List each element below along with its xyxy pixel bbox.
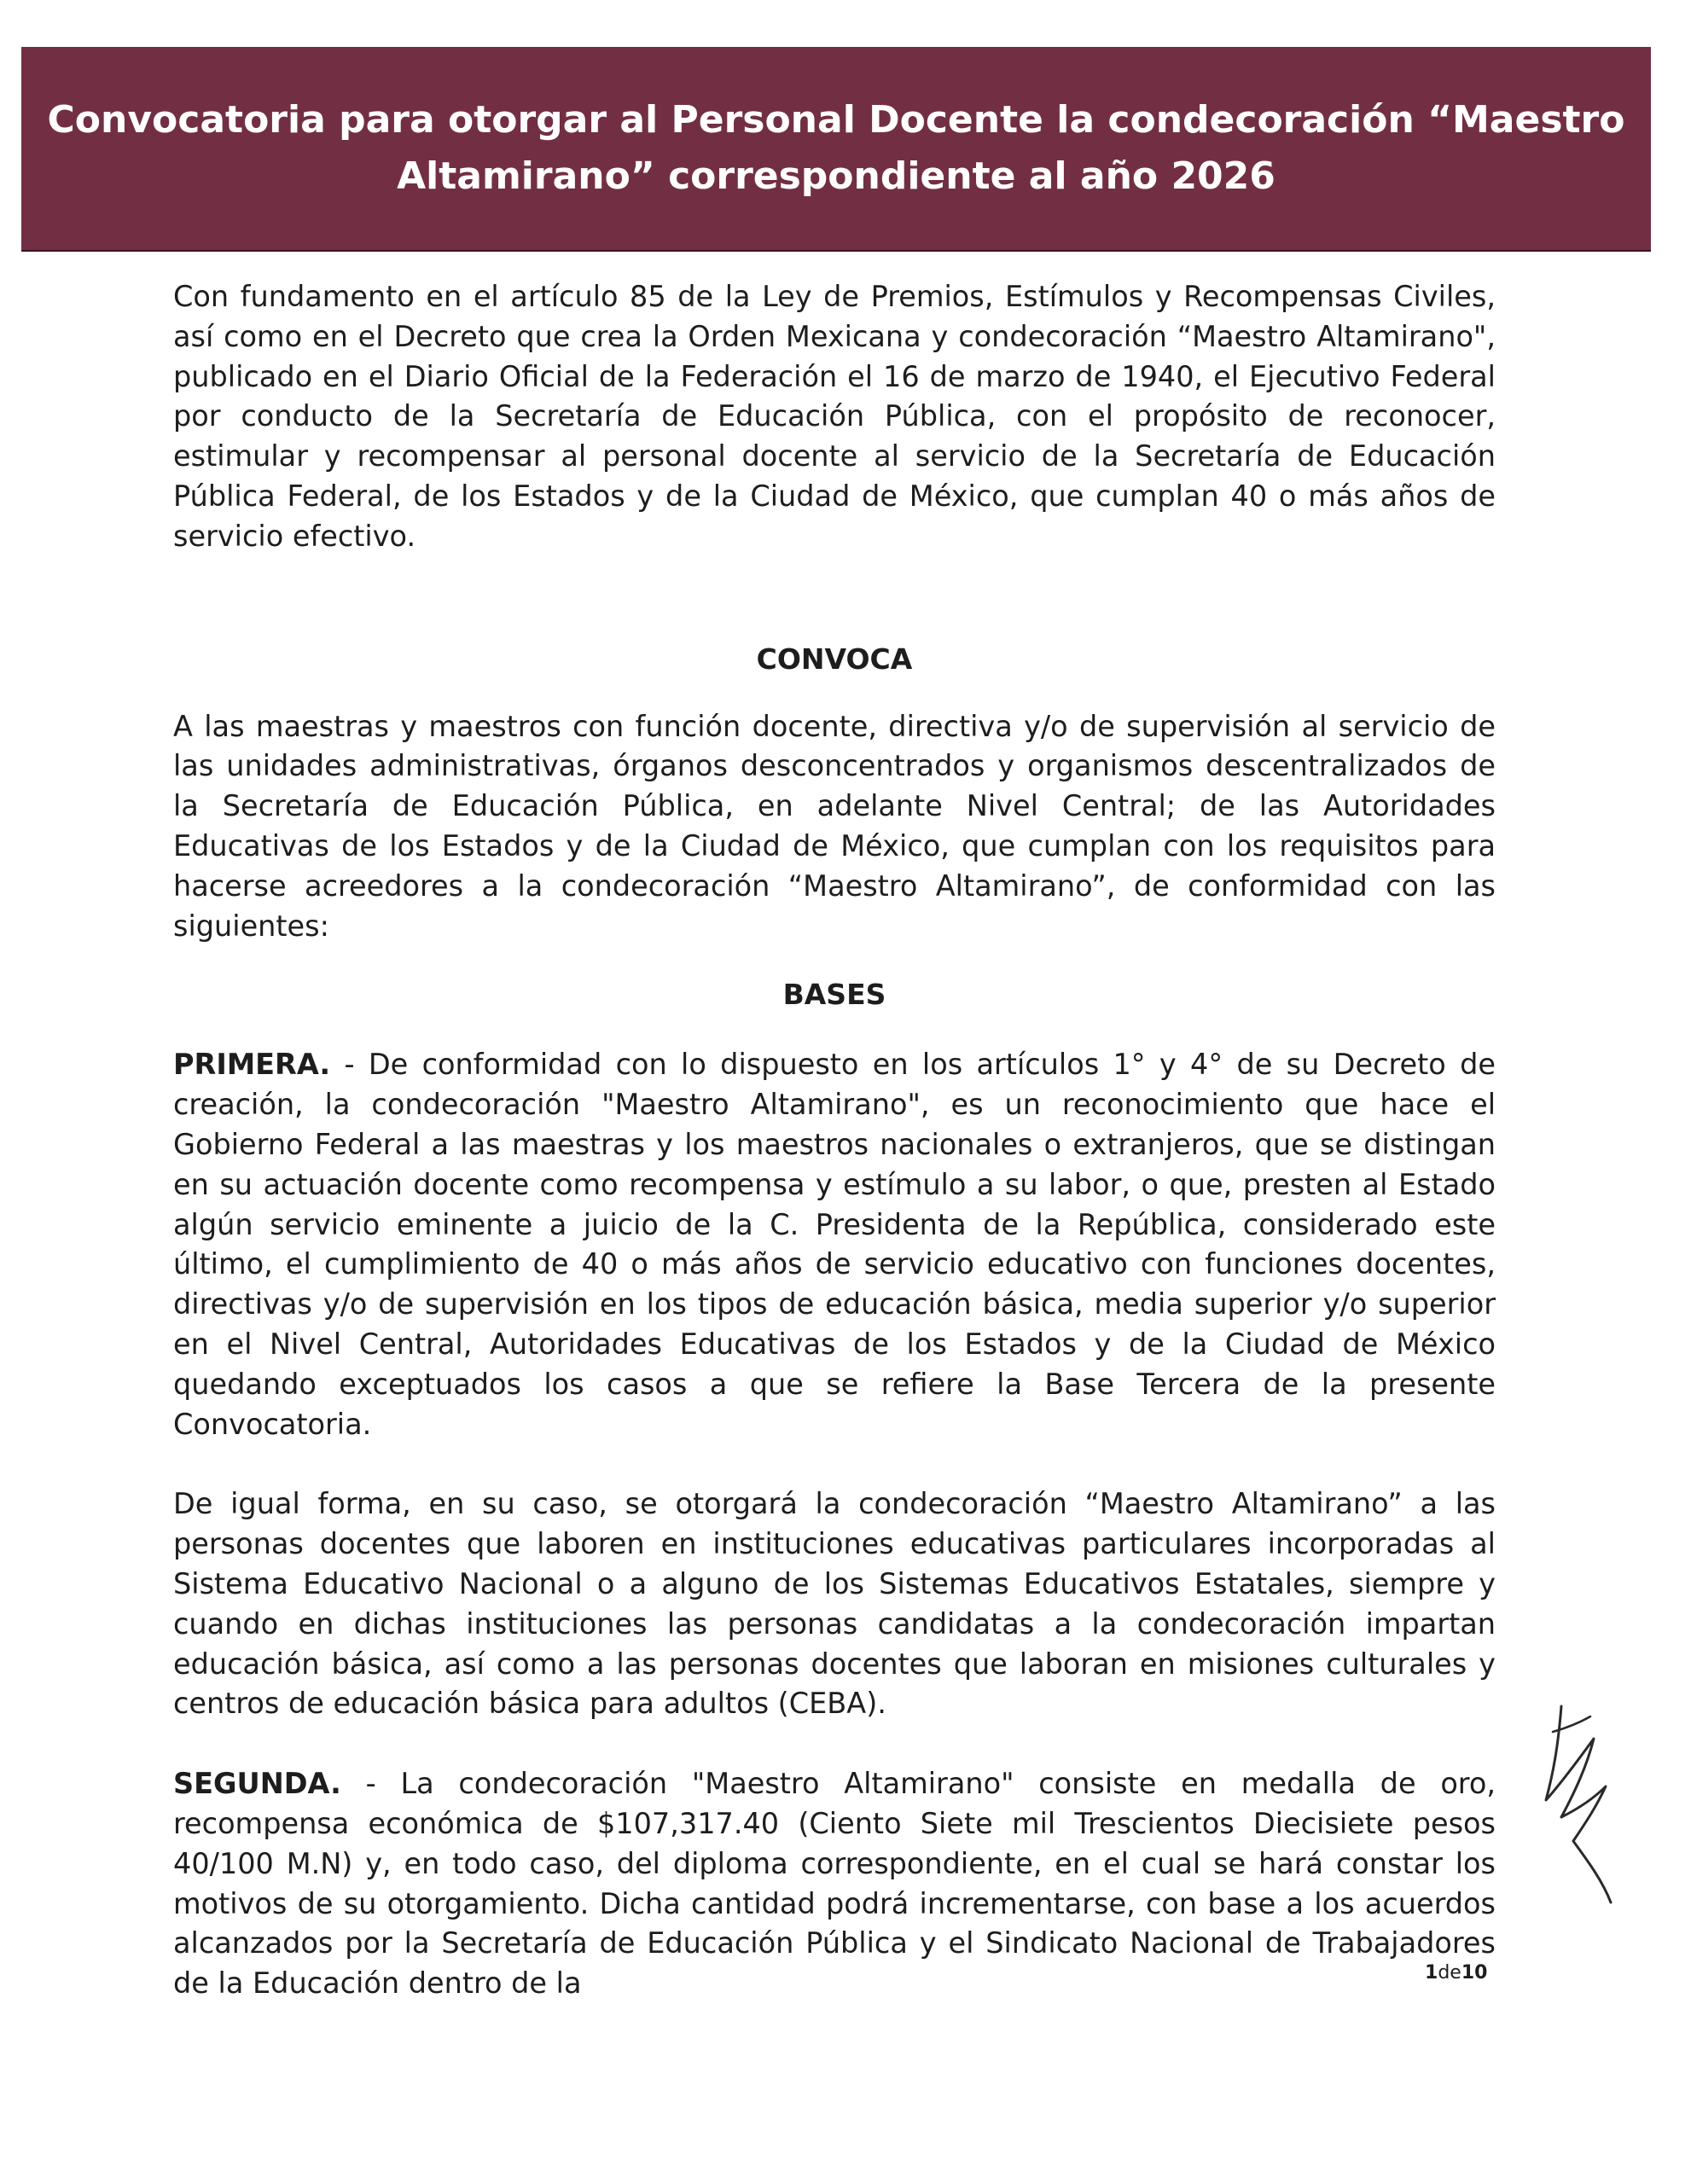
- intro-paragraph: Con fundamento en el artículo 85 de la Ley de Premios, Estímulos y Recompensas Civiles, así como en el Decreto que crea la Orden Mexicana y condecoración “Maestro Altamirano", publicado en el Diario Oficial de la Federación el 16 de marzo de 1940, el Ejecutivo Federal por conducto de la Secretaría de Educación Pública, con el propósito de reconocer, estimular y recompensar al personal docente al servicio de la Secretaría de Educación Pública Federal, de los Estados y de la Ciudad de México, que cumplan 40 o más años de servicio efectivo.: [173, 280, 1496, 553]
- page-sep: de: [1438, 1962, 1461, 1984]
- signature-mark: [1527, 1698, 1621, 1911]
- title-line-2: Altamirano” correspondiente al año 2026: [397, 154, 1276, 198]
- document-body: [173, 277, 1496, 2004]
- page-current: 1: [1425, 1962, 1438, 1984]
- segunda-label: SEGUNDA.: [173, 1767, 341, 1801]
- convoca-heading: CONVOCA: [756, 642, 913, 676]
- page-total: 10: [1461, 1962, 1488, 1984]
- segunda-text: - La condecoración "Maestro Altamirano" consiste en medalla de oro, recompensa económica de $107,317.40 (Ciento Siete mil Trescientos Diecisiete pesos 40/100 M.N) y, en todo caso, del diploma correspondiente, en el cual se hará constar los motivos de su otorgamiento. Dicha cantidad podrá incrementarse, con base a los acuerdos alcanzados por la Secretaría de Educación Pública y el Sindicato Nacional de Trabajadores de la Educación dentro de la: [173, 1767, 1496, 2001]
- title-banner: [21, 47, 1651, 252]
- primera-text: - De conformidad con lo dispuesto en los artículos 1° y 4° de su Decreto de creación, la condecoración "Maestro Altamirano", es un reconocimiento que hace el Gobierno Federal a las maestras y los maestros nacionales o extranjeros, que se distingan en su actuación docente como recompensa y estímulo a su labor, o que, presten al Estado algún servicio eminente a juicio de la C. Presidenta de la República, considerado este último, el cumplimiento de 40 o más años de servicio educativo con funciones docentes, directivas y/o de supervisión en los tipos de educación básica, media superior y/o superior en el Nivel Central, Autoridades Educativas de los Estados y de la Ciudad de México quedando exceptuados los casos a que se refiere la Base Tercera de la presente Convocatoria.: [173, 1048, 1496, 1441]
- title-line-1: Convocatoria para otorgar al Personal Docente la condecoración “Maestro: [47, 98, 1625, 142]
- convoca-paragraph: A las maestras y maestros con función docente, directiva y/o de supervisión al servicio de las unidades administrativas, órganos desconcentrados y organismos descentralizados de la Secretaría de Educación Pública, en adelante Nivel Central; de las Autoridades Educativas de los Estados y de la Ciudad de México, que cumplan con los requisitos para hacerse acreedores a la condecoración “Maestro Altamirano”, de conformidad con las siguientes:: [173, 709, 1496, 943]
- primera-label: PRIMERA.: [173, 1048, 331, 1082]
- bases-heading: BASES: [782, 978, 886, 1012]
- primera-paragraph: [173, 1045, 1496, 1444]
- segunda-paragraph: [173, 1764, 1496, 2004]
- igual-forma-paragraph: De igual forma, en su caso, se otorgará la condecoración “Maestro Altamirano” a las personas docentes que laboren en instituciones educativas particulares incorporadas al Sistema Educativo Nacional o a alguno de los Sistemas Educativos Estatales, siempre y cuando en dichas instituciones las personas candidatas a la condecoración impartan educación básica, así como a las personas docentes que laboran en misiones culturales y centros de educación básica para adultos (CEBA).: [173, 1487, 1496, 1721]
- page-number: [1425, 1962, 1487, 1984]
